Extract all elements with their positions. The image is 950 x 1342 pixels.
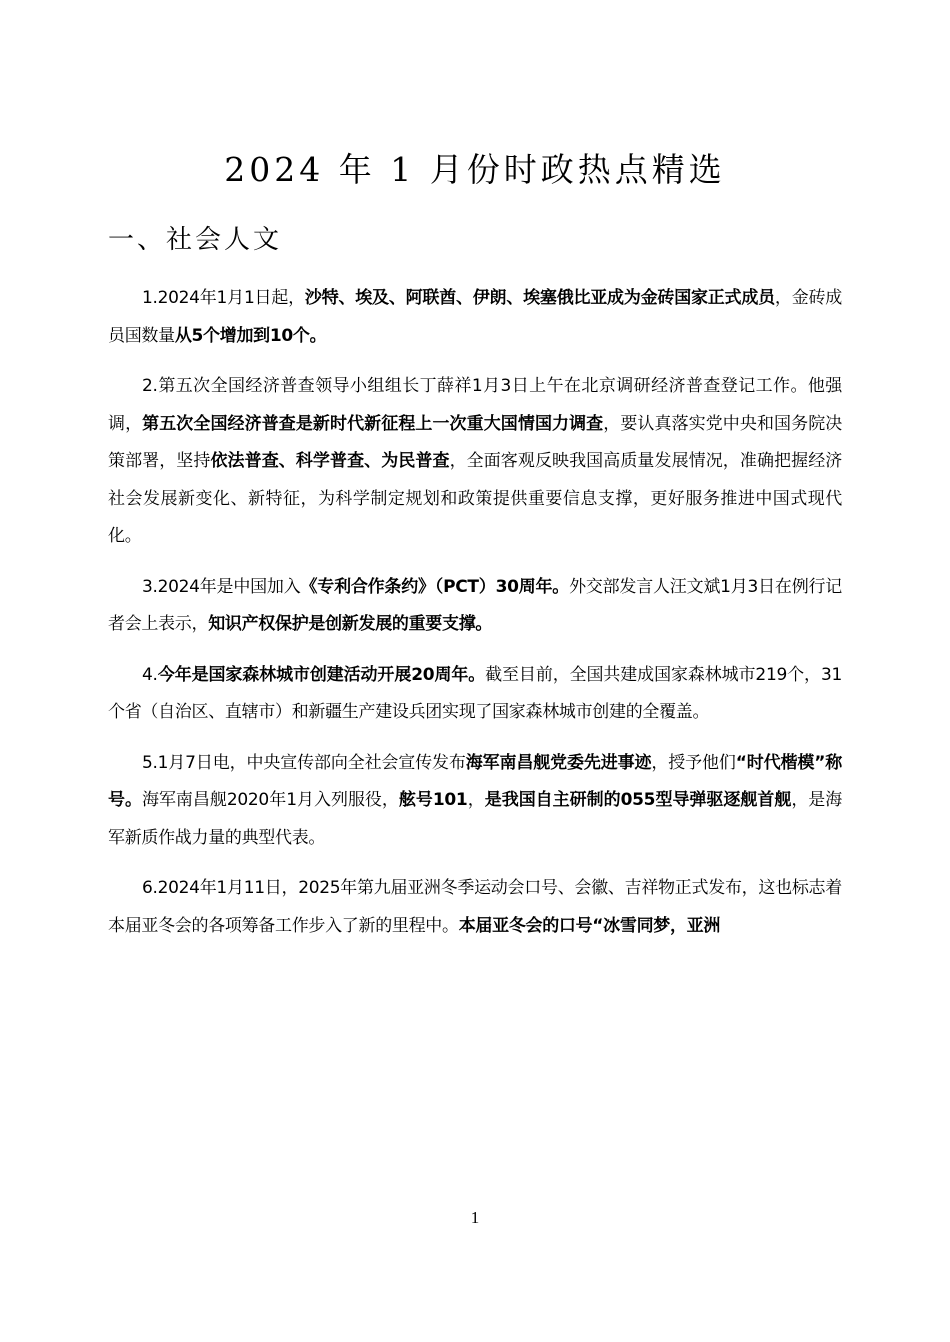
body-text: 6.2024年1月11日，2025年第九届亚洲冬季运动会口号、会徽、吉祥物正式发布，这也标志着本届亚冬会的各项筹备工作步入了新的里程中。 [108,878,842,936]
body-text: 外交部发言人汪文斌1月3日在例行记者会上表示， [108,576,842,634]
section-heading: 一、社会人文 [108,225,283,255]
paragraph-3 [108,569,842,644]
body-text: 3.2024年是中国加入 [142,576,301,597]
emphasis-text: 《专利合作条约》（PCT）30周年。 [300,576,570,597]
page-number: 1 [470,1208,480,1227]
document-title: 2024 年 1 月份时政热点精选 [224,150,726,189]
emphasis-text: 依法普查、科学普查、为民普查 [210,451,450,471]
body-text: 海军南昌舰2020年1月入列服役， [141,790,399,810]
body-text: ，全面客观反映我国高质量发展情况，准确把握经济社会发展新变化、新特征，为科学制定规划和政策提供重要信息支撑，更好服务推进中国式现代化。 [108,451,842,546]
emphasis-text: 知识产权保护是创新发展的重要支撑。 [208,614,493,634]
body-text: ，是海军新质作战力量的典型代表。 [108,790,842,848]
body-text: 2.第五次全国经济普查领导小组组长丁薛祥1月3日上午在北京调研经济普查登记工作。他强调， [108,376,842,434]
body-text: 1.2024年1月1日起， [142,288,305,308]
body-text: ，授予他们 [651,752,736,773]
emphasis-text: 第五次全国经济普查是新时代新征程上一次重大国情国力调查 [142,413,604,434]
emphasis-text: 本届亚冬会的口号“冰雪同梦，亚洲 [458,915,721,936]
document-body [108,280,842,945]
paragraph-1 [108,280,842,355]
emphasis-text: 从5个增加到10个。 [174,325,327,346]
body-text: ，要认真落实党中央和国务院决策部署，坚持 [108,413,842,471]
emphasis-text: 舷号101 [398,790,468,810]
body-text: 截至目前，全国共建成国家森林城市219个，31个省（自治区、直辖市）和新疆生产建设兵团实现了国家森林城市创建的全覆盖。 [108,664,842,722]
body-text: 4. [142,664,158,685]
paragraph-6 [108,870,842,945]
body-text: ， [467,790,485,810]
emphasis-text: 是我国自主研制的055型导弹驱逐舰首舰 [484,790,792,810]
paragraph-4 [108,657,842,732]
body-text: ，金砖成员国数量 [108,288,842,346]
paragraph-2 [108,368,842,556]
body-text: 5.1月7日电，中央宣传部向全社会宣传发布 [142,752,466,773]
paragraph-5 [108,745,842,858]
emphasis-text: 沙特、埃及、阿联酋、伊朗、埃塞俄比亚成为金砖国家正式成员 [304,288,775,308]
emphasis-text: “时代楷模”称号。 [108,752,843,810]
emphasis-text: 今年是国家森林城市创建活动开展20周年。 [157,664,486,685]
emphasis-text: 海军南昌舰党委先进事迹 [465,752,652,773]
